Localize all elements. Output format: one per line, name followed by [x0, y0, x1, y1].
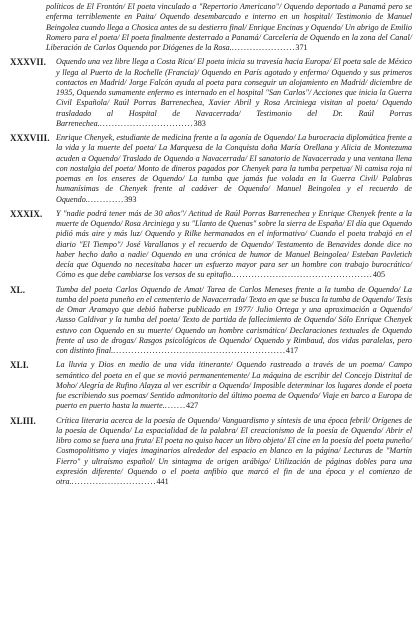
entry-text: Enrique Chenyek, estudiante de medicina frente a la agonía de Oquendo/ La burocracia diplomática frente a la vida y la muerte del poeta/ La Marquesa de la Conquista doña María Orellana y Alicia de Montezuma acuden a Oquendo/ Traslado de Oquendo a Navacerrada/ El sanatorio de Navacerrada y una ventana llena con nostalgia del poeta/ Monto de dineros pagados por Chenyek para la tumba perpetua/ Ni camisa roja ni poemas en los enseres de Oquendo/ La tumba que jamás fue volada en la Guerra Civil/ Palabras humanísimas de Chenyek frente al cadáver de Oquendo/ Manuel Beingolea y el recuerdo de Oquendo.	[56, 133, 412, 204]
dot-leader: .........................................................	[113, 346, 286, 355]
toc-entry	[10, 360, 412, 411]
chapter-number: XXXVIII.	[10, 133, 50, 143]
chapter-number: XXXVII.	[10, 57, 46, 68]
toc-entry	[10, 133, 412, 205]
page-number: 427	[186, 401, 199, 411]
chapter-number: XLI.	[10, 360, 29, 371]
dot-leader: ............................	[71, 477, 157, 486]
page-number: 417	[285, 346, 299, 355]
entry-text: políticos de El Frontón/ El poeta vinculado a "Repertorio Americano"/ Oquendo deportado a Panamá pero se enferma terriblemente en Paita/ Oquendo desembarcado e interno en un hospital/ Testimonio de Manuel Beingolea cuando llega a Chosica antes de su destierro final/ Enrique Encinas y Oquendo/ Un abrigo de Emilio Romero para el poeta/ El poeta finalmente desterrado a Panamá/ Carcelería de Oquendo en la zona del Canal/ Liberación de Carlos Oquendo por Diógenes de la Rosa.	[46, 2, 412, 52]
chapter-number: XXXIX.	[10, 208, 43, 219]
entry-text: Y "nadie podrá tener más de 30 años"/ Actitud de Raúl Porras Barrenechea y Enrique Chenyek frente a la muerte de Oquendo/ Rosa Arciniega y su "Llanto de Quenas" sobre la sierra de España/ El día que Oquendo pidió más aire y más luz/ Oquendo y Rilke hermanados en el informativo/ Cuando el poeta trabajó en el diario "El Tiempo"/ José Varallanos y el recuerdo de Oquendo/ Testamento de Benavides donde dice no haber hecho daño a nadie/ Oquendo en una crónica de humor de Manuel Beingolea/ Esteban Pavletich decía que Oquendo no necesitaba hacer un esfuerzo mayor para ser un hombre con trabajo burocrático/ Cómo es que debe cambiarse los versos de su epitafio.	[56, 208, 412, 280]
toc-entry	[10, 416, 412, 488]
toc-entry	[10, 57, 412, 129]
toc-entry-continuation	[10, 2, 412, 53]
page-number: 441	[156, 477, 169, 486]
dot-leader: .....................	[231, 43, 296, 52]
page-number: 405	[372, 270, 385, 280]
chapter-number: XL.	[10, 284, 26, 295]
dot-leader: ..............................................	[233, 270, 373, 280]
entry-text: La lluvia y Dios en medio de una vida itinerante/ Oquendo rastreado a través de un poema/ Campo semántico del poeta en el que se movió permanentemente/ La máquina de escribir del Concejo Distrital de Moho/ Alegría de Rufino Alayza al ver escribir a Oquendo/ Imposible determinar los lugares donde el poeta fue escribiendo sus poemas/ Sentido admonitorio del último poema de Oquendo/ Viaje en barco a Europa de puerto en puerto hasta la muerte.	[56, 360, 412, 411]
entry-text: Oquendo una vez libre llega a Costa Rica/ El poeta inicia su travesía hacia Europa/ El poeta sale de México y llega al Puerto de la Rochelle (Francia)/ Oquendo en París agotado y enfermo/ Oquendo y sus primeros contactos en Madrid/ Jorge Falcón ayuda al poeta para conseguir un alojamiento en Madrid/ diciembre de 1935, Oquendo sumamente enfermo es internado en el hospital "San Carlos"/ Acciones que inicia la Guerra Civil Española/ Raúl Porras Barrenechea, Xavier Abril y Rosa Arciniega visitan al poeta/ Oquendo trasladado al Hospital de Navacerrada/ Testimonio del Dr. Raúl Porras Barrenechea.	[56, 57, 412, 128]
toc-entry	[10, 285, 412, 357]
page-number: 371	[295, 43, 308, 52]
dot-leader: .......	[164, 401, 186, 411]
chapter-number: XLIII.	[10, 415, 36, 426]
entry-text: Tumba del poeta Carlos Oquendo de Amat/ Tarea de Carlos Meneses frente a la tumba de Oquendo/ La tumba del poeta puneño en el cementerio de Navacerrada/ Texto en que se busca la tumba de Oquendo/ Tesis de Omar Aramayo que debió haberse publicado en 1977/ Julio Ortega y una aproximación a Oquendo/ Ausso Caldivar y la tumba del poeta/ Texto de partida de fallecimiento de Oquendo/ Sólo Enrique Chenyek estuvo con Oquendo en su muerte/ Oquendo un hombre carismático/ Declaraciones textuales de Oquendo frente al uso de drogas/ Rasgos psicológicos de Oquendo/ Oquendo y Rimbaud, dos vidas paralelas, pero con distinto final.	[56, 284, 412, 355]
entry-text: Crítica literaria acerca de la poesía de Oquendo/ Vanguardismo y síntesis de una época febril/ Orígenes de la poesía de Oquendo/ La espacialidad de la palabra/ El creacionismo de la poesía de Oquendo/ Abrir el libro como se fuera una fruta/ El poeta no quiso hacer un libro objeto/ El cine en la poesía del poeta puneño/ Cosmopolitismo y viajes imaginarios alrededor del espacio en blanco en la página/ Lecturas de "Martín Fierro" y ultraísmo español/ Un sintagma de origen arábigo/ Utilización de páginas dobles para una expresión diferente/ Oquendo o el poeta anfibio que marcó el fin de una época y el comienzo de otra.	[56, 415, 412, 486]
dot-leader: ...............................	[99, 118, 194, 128]
dot-leader: ............	[87, 194, 125, 204]
toc-entry	[10, 209, 412, 281]
page-number: 383	[193, 118, 206, 128]
page-number: 393	[124, 194, 137, 204]
